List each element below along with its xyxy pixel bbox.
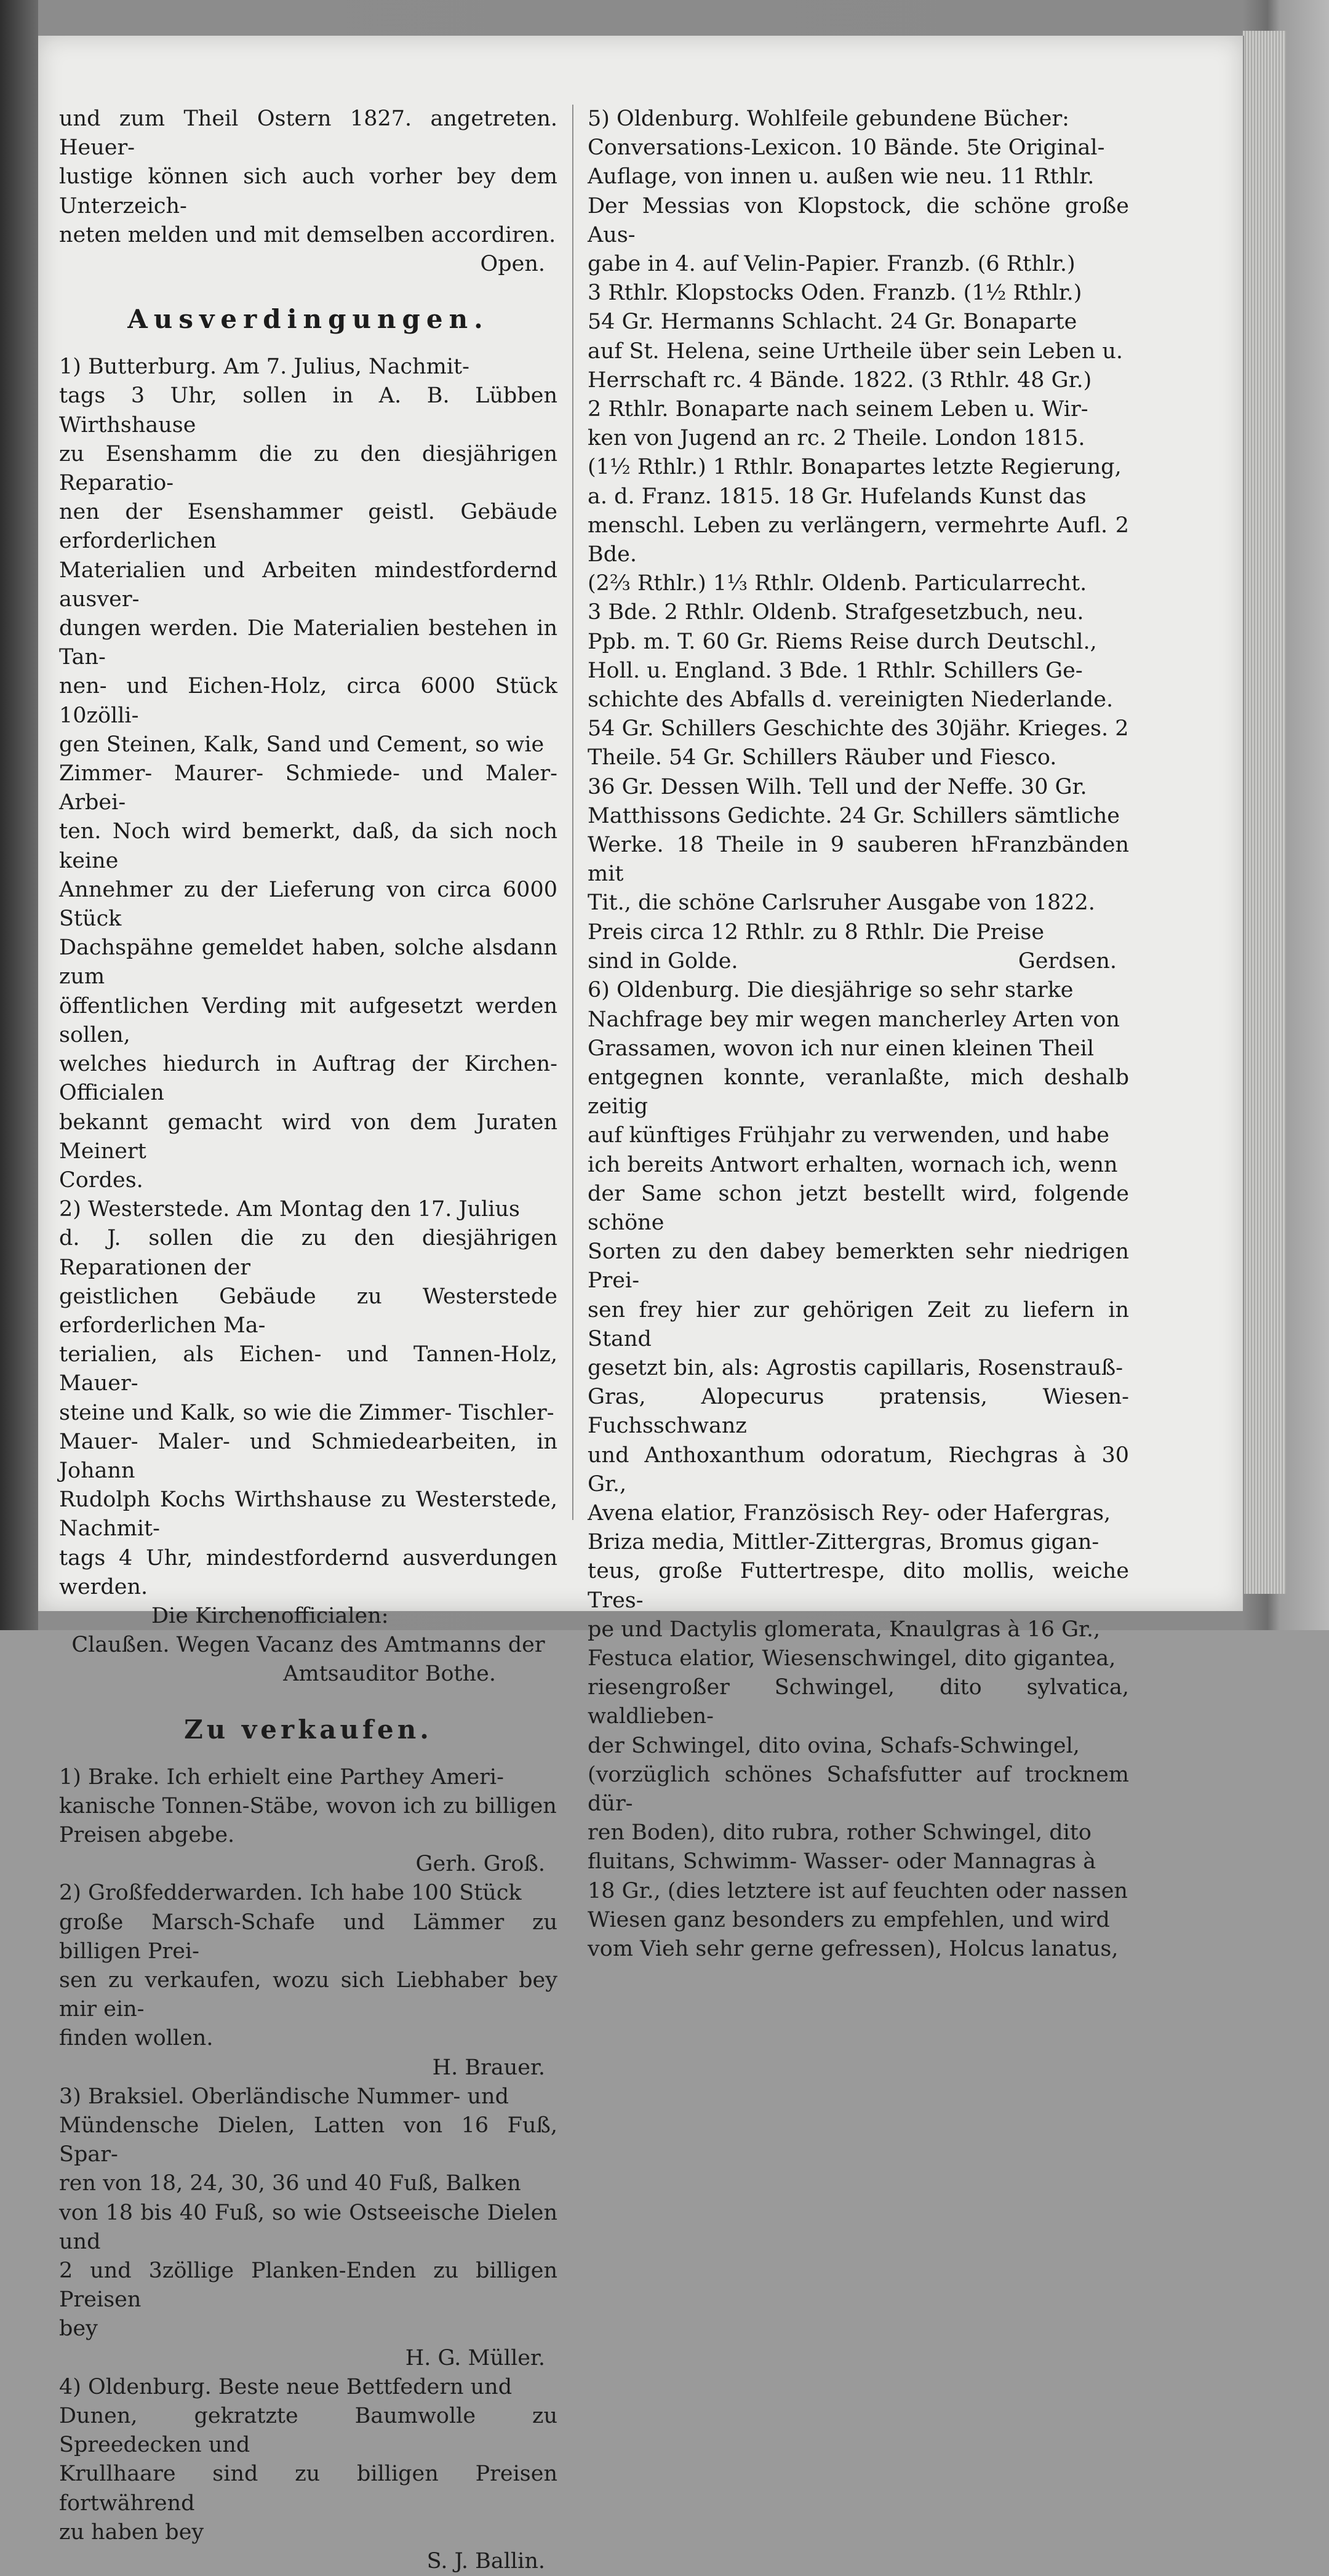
text-line: von 18 bis 40 Fuß, so wie Ostseeische Dielen und — [59, 2200, 557, 2254]
text-line: der Same schon jetzt bestellt wird, folgende schöne — [588, 1181, 1129, 1235]
text-line: bey — [59, 2316, 98, 2342]
text-line: Werke. 18 Theile in 9 sauberen hFranzbänden mit — [588, 833, 1129, 887]
text-line: finden wollen. — [59, 2026, 214, 2051]
text-line: ich bereits Antwort erhalten, wornach ich, wenn — [588, 1152, 1118, 1177]
text-line: fluitans, Schwimm- Wasser- oder Mannagras à — [588, 1849, 1096, 1874]
intro-text — [59, 105, 557, 279]
text-line: Rudolph Kochs Wirthshause zu Westerstede, Nachmit- — [59, 1487, 557, 1542]
text-line: 3 Rthlr. Klopstocks Oden. Franzb. (1½ Rthlr.) — [588, 281, 1082, 306]
text-line: auf St. Helena, seine Urtheile über sein Leben u. — [588, 338, 1123, 364]
text-line: vom Vieh sehr gerne gefressen), Holcus lanatus, — [588, 1937, 1119, 1961]
text-line: Conversations-Lexicon. 10 Bände. 5te Original- — [588, 135, 1105, 161]
text-line: 2) Westerstede. Am Montag den 17. Julius — [59, 1197, 520, 1222]
text-line: 2 und 3zöllige Planken-Enden zu billigen Preisen — [59, 2258, 557, 2313]
text-line: 2) Großfedderwarden. Ich habe 100 Stück — [59, 1881, 522, 1906]
text-line: 5) Oldenburg. Wohlfeile gebundene Bücher: — [588, 106, 1069, 131]
text-line: zu haben bey — [59, 2519, 204, 2545]
text-line: tags 3 Uhr, sollen in A. B. Lübben Wirthshause — [59, 383, 557, 438]
text-line: 6) Oldenburg. Die diesjährige so sehr starke — [588, 978, 1074, 1003]
text-line: 3 Bde. 2 Rthlr. Oldenb. Strafgesetzbuch, neu. — [588, 600, 1084, 625]
notice-brake — [59, 1763, 557, 1879]
text-line: geistlichen Gebäude zu Westerstede erforderlichen Ma- — [59, 1284, 557, 1338]
text-line: (2⅔ Rthlr.) 1⅓ Rthlr. Oldenb. Particularrecht. — [588, 571, 1087, 596]
text-line: entgegnen konnte, veranlaßte, mich deshalb zeitig — [588, 1065, 1129, 1119]
signature: Open. — [480, 252, 545, 277]
text-line: 3) Braksiel. Oberländische Nummer- und — [59, 2084, 509, 2109]
text-line: Dachspähne gemeldet haben, solche alsdann zum — [59, 935, 557, 990]
text-line: ren Boden), dito rubra, rother Schwingel, dito — [588, 1820, 1092, 1846]
text-line: Sorten zu den dabey bemerkten sehr niedrigen Prei- — [588, 1239, 1129, 1294]
text-line: Dunen, gekratzte Baumwolle zu Spreedecken und — [59, 2404, 557, 2458]
text-line: Tit., die schöne Carlsruher Ausgabe von 1822. — [588, 890, 1095, 916]
text-line: gabe in 4. auf Velin-Papier. Franzb. (6 Rthlr.) — [588, 252, 1076, 277]
text-line: Zimmer- Maurer- Schmiede- und Maler-Arbei- — [59, 761, 557, 815]
text-line: 36 Gr. Dessen Wilh. Tell und der Neffe. 30 Gr. — [588, 774, 1087, 799]
text-line: Auflage, von innen u. außen wie neu. 11 Rthlr. — [588, 164, 1095, 190]
text-line: Matthissons Gedichte. 24 Gr. Schillers sämtliche — [588, 803, 1120, 828]
text-line: große Marsch-Schafe und Lämmer zu billigen Prei- — [59, 1910, 557, 1964]
signature-line: Die Kirchenofficialen: — [151, 1603, 389, 1628]
text-line: Avena elatior, Französisch Rey- oder Hafergras, — [588, 1500, 1111, 1526]
page-edges — [1243, 31, 1286, 1594]
text-line: ken von Jugend an rc. 2 Theile. London 1815. — [588, 426, 1085, 451]
text-line: (1½ Rthlr.) 1 Rthlr. Bonapartes letzte Regierung, — [588, 455, 1122, 480]
text-line: welches hiedurch in Auftrag der Kirchen-Officialen — [59, 1052, 557, 1106]
text-line: lustige können sich auch vorher bey dem Unterzeich- — [59, 164, 557, 218]
notice-oldenburg-ballin — [59, 2373, 557, 2576]
text-line: pe und Dactylis glomerata, Knaulgras à 16 Gr., — [588, 1617, 1101, 1642]
column-divider — [572, 105, 573, 1520]
signature-line: Claußen. Wegen Vacanz des Amtmanns der — [71, 1633, 545, 1658]
signature: S. J. Ballin. — [426, 2549, 545, 2574]
text-line: ren von 18, 24, 30, 36 und 40 Fuß, Balken — [59, 2171, 521, 2196]
text-line: zu Esenshamm die zu den diesjährigen Reparatio- — [59, 441, 557, 496]
signature: Gerdsen. — [1018, 949, 1117, 974]
text-line: steine und Kalk, so wie die Zimmer- Tischler- — [59, 1400, 554, 1425]
left-column — [59, 105, 557, 2576]
text-line: Grassamen, wovon ich nur einen kleinen Theil — [588, 1036, 1095, 1061]
notice-oldenburg-grassamen — [588, 976, 1129, 1964]
text-line: Materialien und Arbeiten mindestfordernd ausver- — [59, 558, 557, 612]
text-line: 54 Gr. Schillers Geschichte des 30jähr. Krieges. 2 — [588, 716, 1129, 742]
text-line: 18 Gr., (dies letztere ist auf feuchten oder nassen — [588, 1878, 1128, 1903]
notice-westerstede — [59, 1195, 557, 1689]
text-line: nen- und Eichen-Holz, circa 6000 Stück 10zölli- — [59, 674, 557, 728]
text-line: d. J. sollen die zu den diesjährigen Reparationen der — [59, 1226, 557, 1280]
text-line: tags 4 Uhr, mindestfordernd ausverdungen werden. — [59, 1545, 557, 1599]
text-line: sen frey hier zur gehörigen Zeit zu liefern in Stand — [588, 1297, 1129, 1351]
text-line: Krullhaare sind zu billigen Preisen fortwährend — [59, 2462, 557, 2516]
text-line: (vorzüglich schönes Schafsfutter auf trocknem dür- — [588, 1762, 1129, 1816]
text-line: dungen werden. Die Materialien bestehen in Tan- — [59, 616, 557, 670]
text-line: Preisen abgebe. — [59, 1822, 235, 1847]
text-line: Annehmer zu der Lieferung von circa 6000 Stück — [59, 877, 557, 932]
text-line: nen der Esenshammer geistl. Gebäude erforderlichen — [59, 500, 557, 554]
text-line: Mauer- Maler- und Schmiedearbeiten, in Johann — [59, 1429, 557, 1483]
text-line: Cordes. — [59, 1167, 143, 1193]
text-line: sind in Golde. — [588, 948, 738, 974]
notice-braksiel — [59, 2082, 557, 2373]
text-line: riesengroßer Schwingel, dito sylvatica, waldlieben- — [588, 1675, 1129, 1729]
text-line: neten melden und mit demselben accordiren. — [59, 222, 556, 247]
text-line: 1) Butterburg. Am 7. Julius, Nachmit- — [59, 354, 469, 380]
notice-grossfedderwarden — [59, 1879, 557, 2082]
text-line: sen zu verkaufen, wozu sich Liebhaber bey mir ein- — [59, 1967, 557, 2022]
text-line: Gras, Alopecurus pratensis, Wiesen-Fuchsschwanz — [588, 1385, 1129, 1439]
text-line: menschl. Leben zu verlängern, vermehrte Aufl. 2 Bde. — [588, 513, 1129, 567]
text-line: Nachfrage bey mir wegen mancherley Arten von — [588, 1007, 1120, 1032]
text-line: Preis circa 12 Rthlr. zu 8 Rthlr. Die Preise — [588, 919, 1045, 945]
text-line: Der Messias von Klopstock, die schöne große Aus- — [588, 193, 1129, 247]
text-line: Mündensche Dielen, Latten von 16 Fuß, Spar- — [59, 2113, 557, 2167]
text-line: und zum Theil Ostern 1827. angetreten. Heuer- — [59, 106, 557, 161]
text-line: 2 Rthlr. Bonaparte nach seinem Leben u. Wir- — [588, 397, 1088, 422]
text-line: teus, große Futtertrespe, dito mollis, weiche Tres- — [588, 1559, 1129, 1613]
text-line: Festuca elatior, Wiesenschwingel, dito gigantea, — [588, 1646, 1116, 1671]
text-line: Herrschaft rc. 4 Bände. 1822. (3 Rthlr. 48 Gr.) — [588, 367, 1092, 393]
right-column — [588, 105, 1129, 1964]
text-line: gesetzt bin, als: Agrostis capillaris, Rosenstrauß- — [588, 1355, 1123, 1380]
notice-oldenburg-books — [588, 105, 1129, 976]
text-line: kanische Tonnen-Stäbe, wovon ich zu billigen — [59, 1793, 557, 1818]
text-line: Theile. 54 Gr. Schillers Räuber und Fiesco. — [588, 745, 1057, 770]
notice-butterburg — [59, 353, 557, 1195]
text-line: terialien, als Eichen- und Tannen-Holz, Mauer- — [59, 1342, 557, 1396]
text-line: auf künftiges Frühjahr zu verwenden, und habe — [588, 1123, 1109, 1148]
text-line: Ppb. m. T. 60 Gr. Riems Reise durch Deutschl., — [588, 629, 1097, 654]
text-line: öffentlichen Verding mit aufgesetzt werden sollen, — [59, 993, 557, 1047]
text-line: Briza media, Mittler-Zittergras, Bromus gigan- — [588, 1530, 1100, 1555]
text-line: 54 Gr. Hermanns Schlacht. 24 Gr. Bonaparte — [588, 310, 1077, 335]
signature: H. Brauer. — [432, 2055, 545, 2080]
text-line: 4) Oldenburg. Beste neue Bettfedern und — [59, 2374, 513, 2399]
text-line: 1) Brake. Ich erhielt eine Parthey Ameri- — [59, 1764, 504, 1790]
signature: Gerh. Groß. — [415, 1852, 545, 1877]
text-line: ten. Noch wird bemerkt, daß, da sich noch keine — [59, 819, 557, 873]
text-line: und Anthoxanthum odoratum, Riechgras à 30 Gr., — [588, 1442, 1129, 1497]
text-line: der Schwingel, dito ovina, Schafs-Schwingel, — [588, 1733, 1080, 1758]
signature: H. G. Müller. — [405, 2345, 545, 2370]
text-line: gen Steinen, Kalk, Sand und Cement, so wie — [59, 732, 545, 757]
text-line: Holl. u. England. 3 Bde. 1 Rthlr. Schillers Ge- — [588, 658, 1083, 683]
section-heading-ausverdingungen: Ausverdingungen. — [127, 304, 489, 335]
text-line: a. d. Franz. 1815. 18 Gr. Hufelands Kunst das — [588, 484, 1087, 509]
text-line: schichte des Abfalls d. vereinigten Niederlande. — [588, 687, 1114, 713]
text-line: bekannt gemacht wird von dem Juraten Meinert — [59, 1110, 557, 1164]
signature-line: Amtsauditor Bothe. — [283, 1662, 496, 1687]
section-heading-zu-verkaufen: Zu verkaufen. — [184, 1714, 433, 1745]
book-gutter — [0, 0, 38, 1630]
text-line: Wiesen ganz besonders zu empfehlen, und wird — [588, 1907, 1110, 1932]
